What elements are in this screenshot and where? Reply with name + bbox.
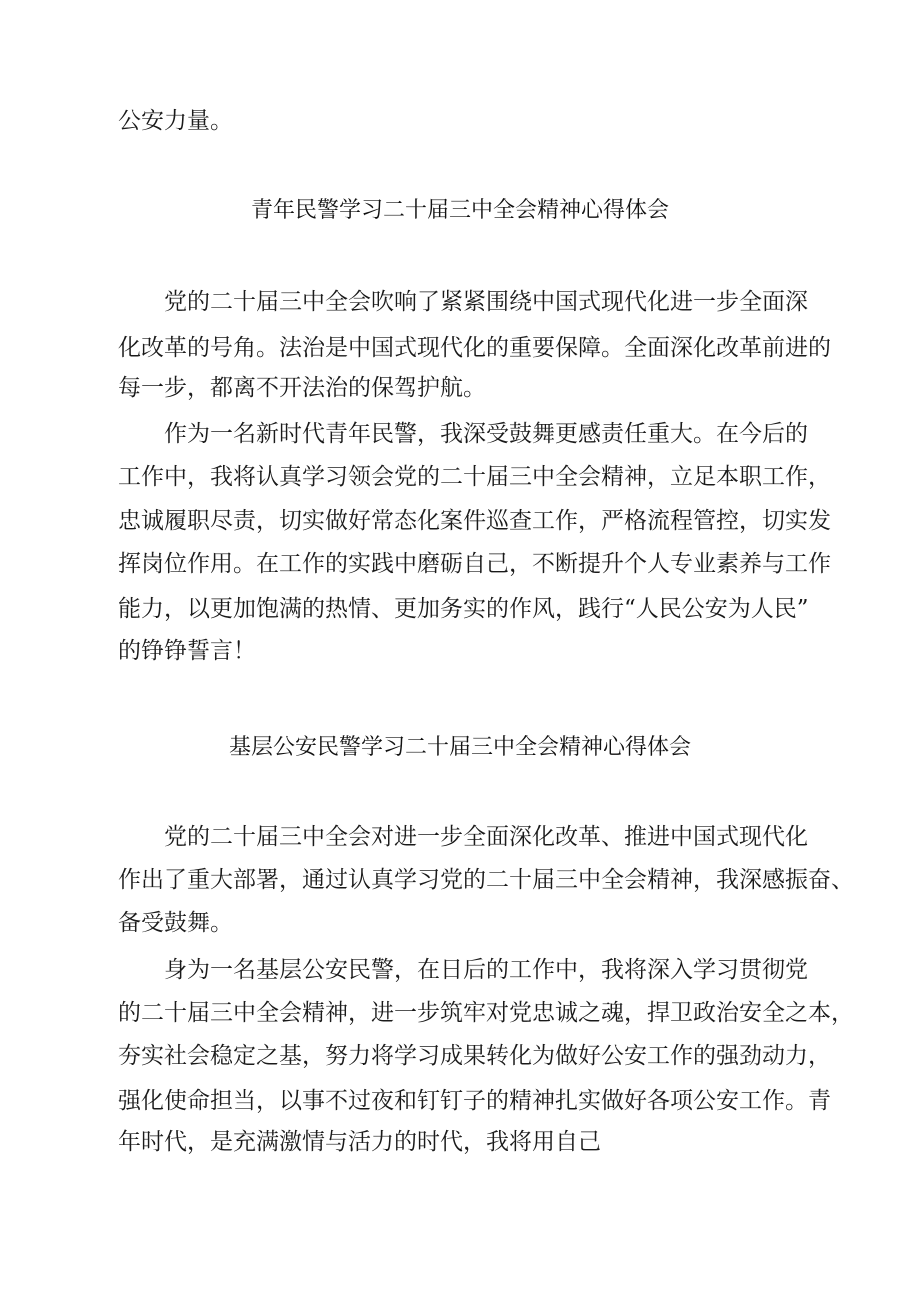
paragraph-line: 的二十届三中全会精神，进一步筑牢对党忠诚之魂，捍卫政治安全之本， [118, 1000, 854, 1026]
paragraph-line: 年时代，是充满激情与活力的时代，我将用自己 [118, 1129, 601, 1155]
paragraph-line: 夯实社会稳定之基，努力将学习成果转化为做好公安工作的强劲动力， [118, 1043, 831, 1069]
paragraph-line: 忠诚履职尽责，切实做好常态化案件巡查工作，严格流程管控，切实发 [118, 508, 831, 534]
section1-title: 青年民警学习二十届三中全会精神心得体会 [250, 198, 669, 223]
paragraph-line: 的铮铮誓言！ [118, 638, 256, 664]
paragraph-line: 挥岗位作用。在工作的实践中磨砺自己，不断提升个人专业素养与工作 [118, 551, 831, 577]
intro-closing-text: 公安力量。 [118, 108, 233, 134]
paragraph-line: 化改革的号角。法治是中国式现代化的重要保障。全面深化改革前进的 [118, 335, 831, 361]
paragraph-line: 强化使命担当，以事不过夜和钉钉子的精神扎实做好各项公安工作。青 [118, 1088, 831, 1114]
paragraph-line: 作出了重大部署，通过认真学习党的二十届三中全会精神，我深感振奋、 [118, 867, 854, 893]
paragraph-line: 能力，以更加饱满的热情、更加务实的作风，践行“人民公安为人民” [118, 596, 809, 622]
paragraph-line: 党的二十届三中全会对进一步全面深化改革、推进中国式现代化 [164, 824, 808, 850]
paragraph-line: 工作中，我将认真学习领会党的二十届三中全会精神，立足本职工作， [118, 464, 831, 490]
paragraph-line: 党的二十届三中全会吹响了紧紧围绕中国式现代化进一步全面深 [164, 289, 808, 315]
paragraph-line: 身为一名基层公安民警，在日后的工作中，我将深入学习贯彻党 [164, 957, 808, 983]
paragraph-line: 作为一名新时代青年民警，我深受鼓舞更感责任重大。在今后的 [164, 421, 808, 447]
paragraph-line: 备受鼓舞。 [118, 910, 233, 936]
section2-title: 基层公安民警学习二十届三中全会精神心得体会 [228, 735, 691, 760]
paragraph-line: 每一步，都离不开法治的保驾护航。 [118, 375, 486, 401]
